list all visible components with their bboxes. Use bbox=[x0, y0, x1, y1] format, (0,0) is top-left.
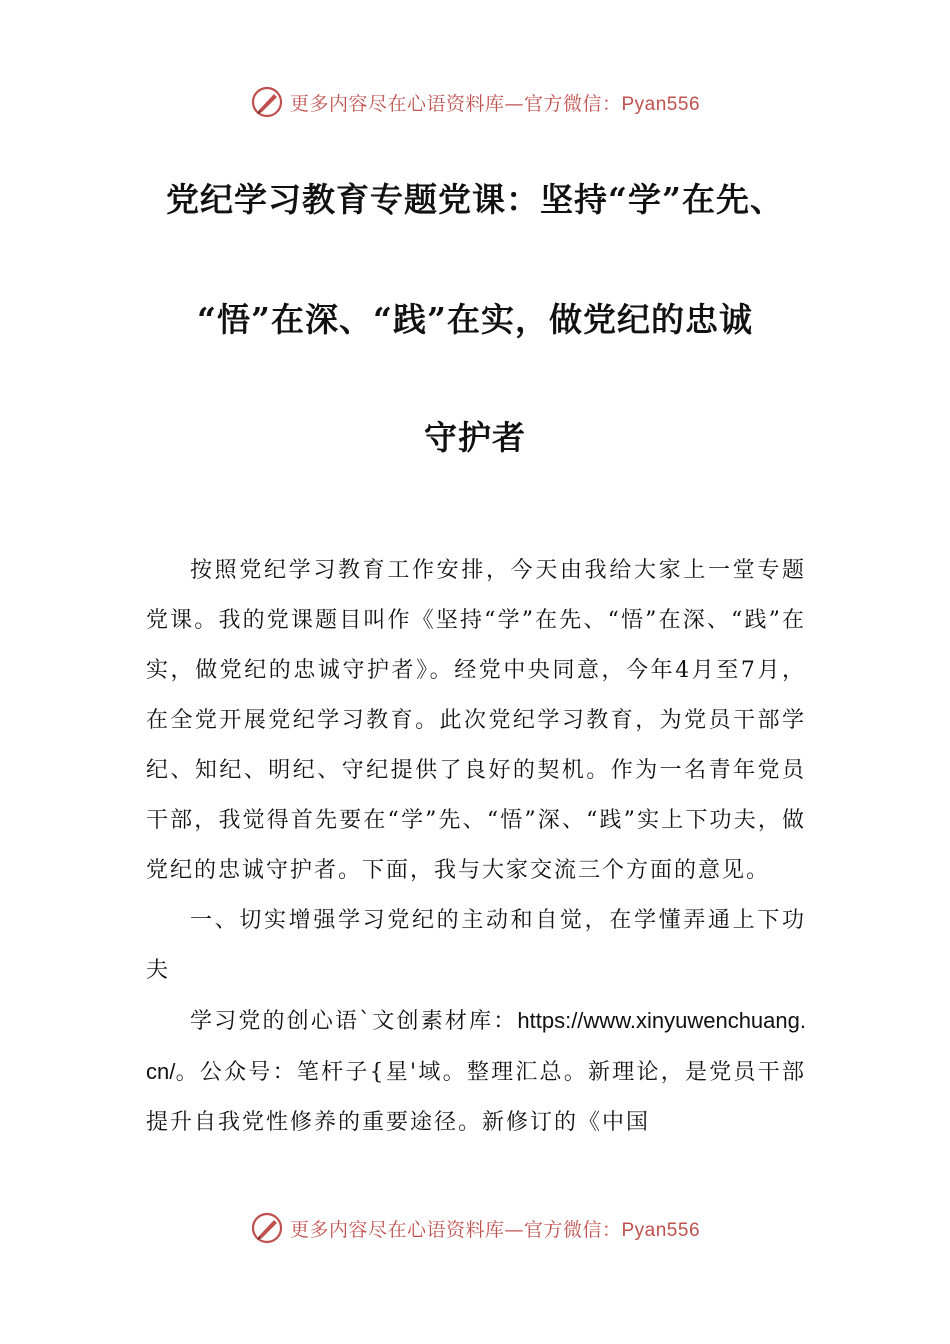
document-body bbox=[146, 546, 806, 1148]
body-paragraph-intro: 按照党纪学习教育工作安排，今天由我给大家上一堂专题党课。我的党课题目叫作《坚持“学”在先、“悟”在深、“践”在实，做党纪的忠诚守护者》。经党中央同意，今年4月至7月，在全党开展党纪学习教育。此次党纪学习教育，为党员干部学纪、知纪、明纪、守纪提供了良好的契机。作为一名青年党员干部，我觉得首先要在“学”先、“悟”深、“践”实上下功夫，做党纪的忠诚守护者。下面，我与大家交流三个方面的意见。 bbox=[146, 558, 806, 883]
pen-logo-icon bbox=[250, 85, 284, 119]
section-heading-1: 一、切实增强学习党纪的主动和自觉，在学懂弄通上下功夫 bbox=[146, 908, 806, 983]
footer-watermark-text: 更多内容尽在心语资料库—官方微信：Pyan556 bbox=[289, 1218, 701, 1241]
footer-watermark-banner bbox=[0, 1208, 950, 1248]
body-paragraph-2: 学习党的创心语`文创素材库：https://www.xinyuwenchuang.cn/。公众号：笔杆子{星'域。整理汇总。新理论，是党员干部提升自我党性修养的重要途径。新修订的《中国 bbox=[146, 1008, 806, 1135]
source-url-text: https://www.xinyuwenchuang.cn/ bbox=[146, 1008, 806, 1084]
document-title-line-1: 党纪学习教育专题党课：坚持“学”在先、 bbox=[166, 180, 784, 219]
pen-logo-icon bbox=[250, 1211, 284, 1245]
header-watermark-banner bbox=[0, 82, 950, 122]
header-watermark-text: 更多内容尽在心语资料库—官方微信：Pyan556 bbox=[289, 92, 701, 115]
document-title-line-2: “悟”在深、“践”在实，做党纪的忠诚 bbox=[197, 300, 753, 339]
document-title-line-3: 守护者 bbox=[424, 418, 526, 457]
